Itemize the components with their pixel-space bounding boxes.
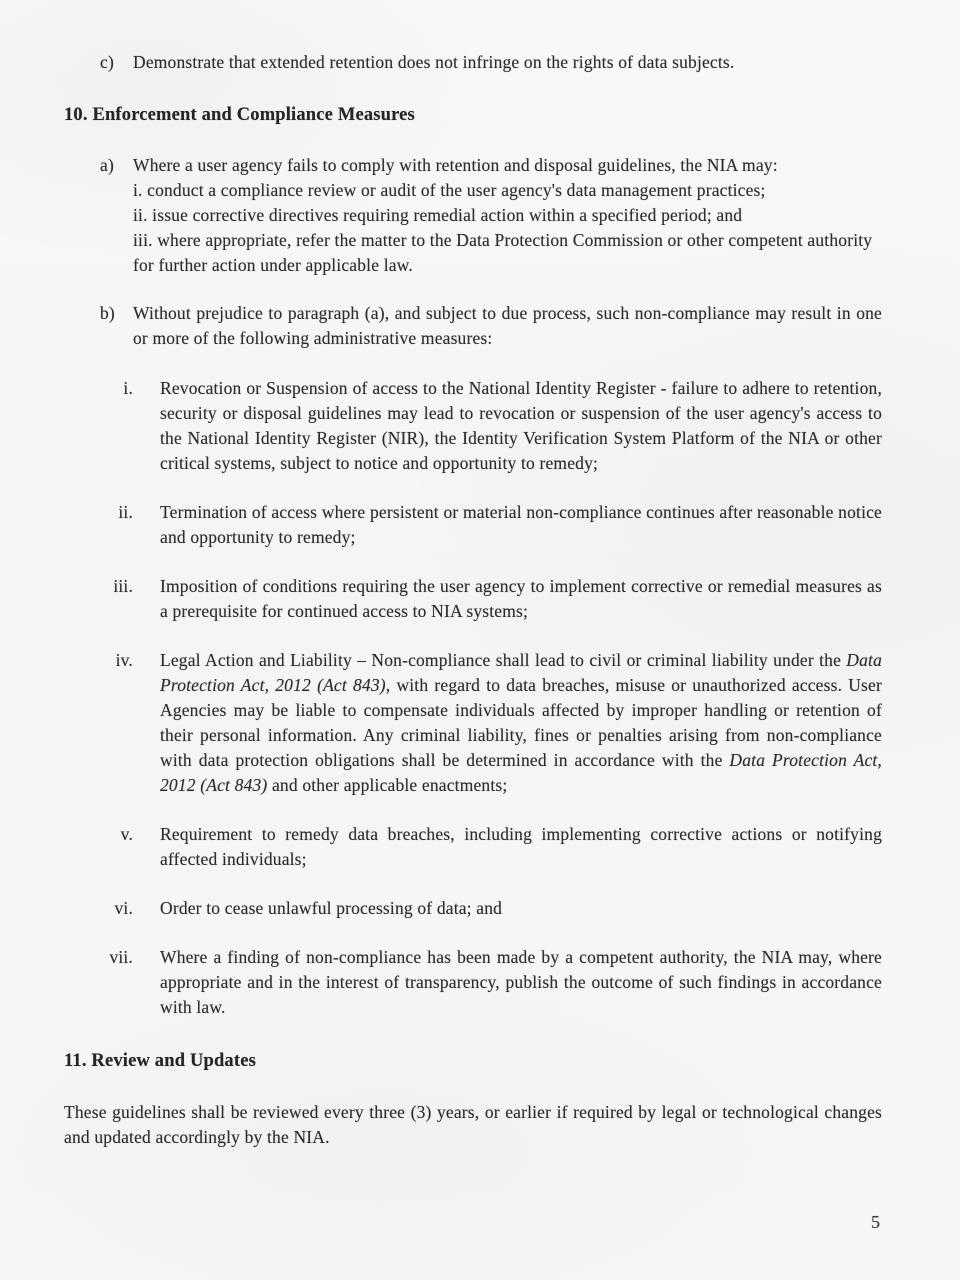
list-item-iv-text: Legal Action and Liability – Non-compliance shall lead to civil or criminal liability under the Data Protection Act, 2012 (Act 843), with regard to data breaches, misuse or unauthorized access. User Agencies may be liable to compensate individuals affected by improper handling or retention of their personal information. Any criminal liability, fines or penalties arising from non-compliance with data protection obligations shall be determined in accordance with the Data Protection Act, 2012 (Act 843) and other applicable enactments; [160, 650, 882, 795]
list-item-i [64, 376, 882, 476]
item-a-sub-item-2: ii. issue corrective directives requiring remedial action within a specified period; and [133, 205, 743, 225]
review-paragraph: These guidelines shall be reviewed every three (3) years, or earlier if required by legal or technological changes and updated accordingly by the NIA. [64, 1102, 882, 1147]
paragraph-item-b [100, 301, 882, 351]
list-item-vii [64, 945, 882, 1020]
list-item-i-number: i. [123, 378, 133, 398]
item-b-intro: Without prejudice to paragraph (a), and subject to due process, such non-compliance may result in one or more of the following administrative measures: [133, 303, 882, 348]
item-a-label: a) [100, 155, 114, 175]
item-c-label: c) [100, 52, 114, 72]
list-item-vii-text: Where a finding of non-compliance has been made by a competent authority, the NIA may, where appropriate and in the interest of transparency, publish the outcome of such findings in accordance with law. [160, 947, 882, 1017]
list-item-vi [64, 896, 882, 921]
list-item-vi-number: vi. [114, 898, 133, 918]
list-item-v-number: v. [120, 824, 133, 844]
paragraph-item-c [100, 50, 882, 75]
list-item-iv-number: iv. [115, 650, 133, 670]
list-item-iii-number: iii. [113, 576, 133, 596]
administrative-measures-list [64, 376, 882, 1020]
list-item-v-text: Requirement to remedy data breaches, including implementing corrective actions or notifying affected individuals; [160, 824, 882, 869]
list-item-ii [64, 500, 882, 550]
list-item-i-text: Revocation or Suspension of access to the National Identity Register - failure to adhere to retention, security or disposal guidelines may lead to revocation or suspension of the user agency's access to the National Identity Register (NIR), the Identity Verification System Platform of the NIA or other critical systems, subject to notice and opportunity to remedy; [160, 378, 882, 473]
list-item-iii-text: Imposition of conditions requiring the user agency to implement corrective or remedial measures as a prerequisite for continued access to NIA systems; [160, 576, 882, 621]
list-item-v [64, 822, 882, 872]
item-a-intro: Where a user agency fails to comply with retention and disposal guidelines, the NIA may: [133, 155, 778, 175]
list-item-vii-number: vii. [109, 947, 133, 967]
section-10-heading: 10. Enforcement and Compliance Measures [64, 105, 415, 125]
item-c-text: Demonstrate that extended retention does not infringe on the rights of data subjects. [133, 52, 735, 72]
item-a-sub-item-3: iii. where appropriate, refer the matter to the Data Protection Commission or other competent authority for further action under applicable law. [133, 230, 873, 275]
page-number: 5 [871, 1212, 880, 1232]
item-a-sub-item-1: i. conduct a compliance review or audit of the user agency's data management practices; [133, 180, 766, 200]
list-item-vi-text: Order to cease unlawful processing of data; and [160, 898, 503, 918]
paragraph-item-a [100, 153, 882, 278]
list-item-ii-text: Termination of access where persistent or material non-compliance continues after reasonable notice and opportunity to remedy; [160, 502, 882, 547]
section-11-heading: 11. Review and Updates [64, 1051, 256, 1071]
item-a-text [133, 153, 882, 278]
list-item-ii-number: ii. [118, 502, 133, 522]
list-item-iv [64, 648, 882, 798]
list-item-iii [64, 574, 882, 624]
item-b-label: b) [100, 303, 115, 323]
